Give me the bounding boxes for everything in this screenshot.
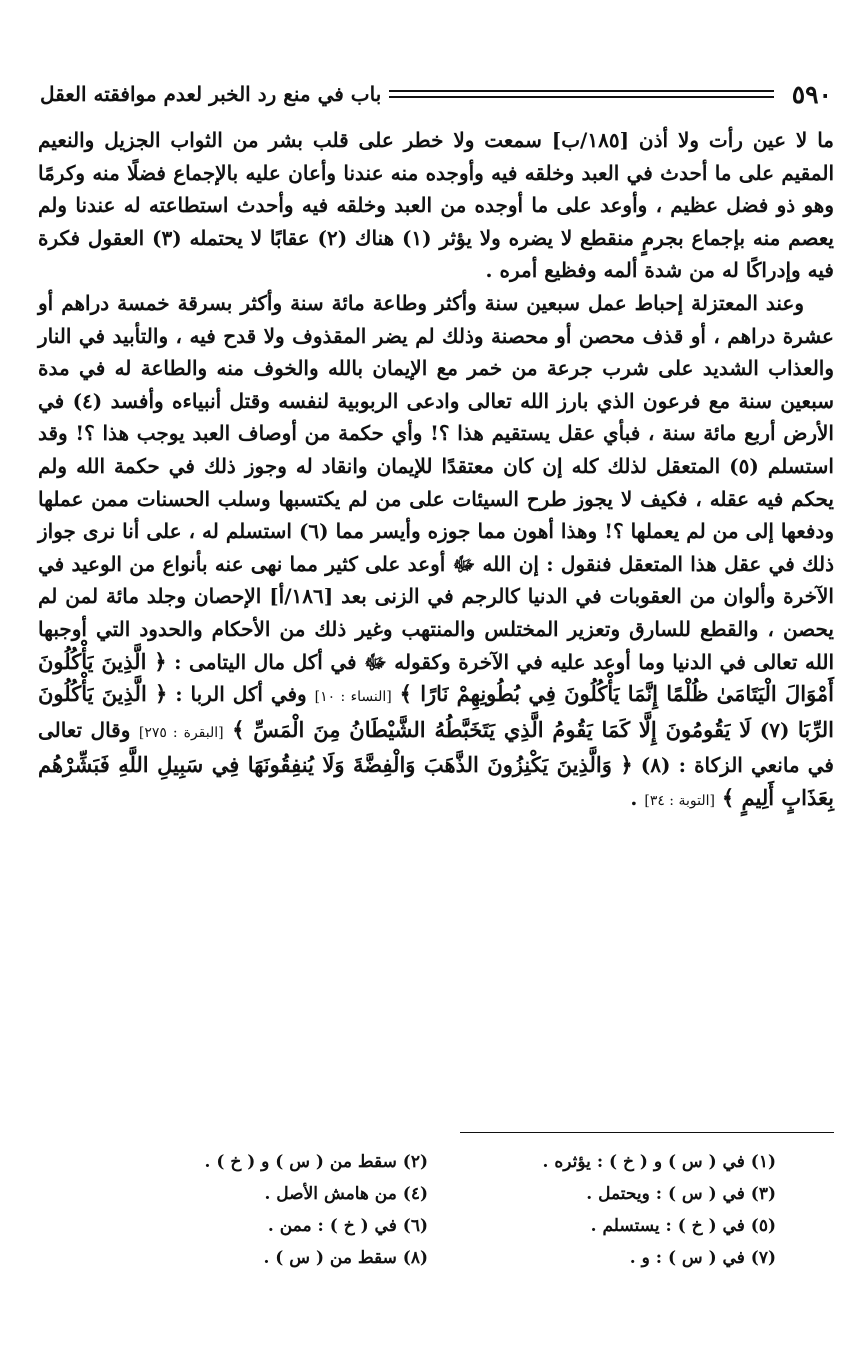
zakat-intro: وقال تعالى في مانعي الزكاة : <box>38 717 834 778</box>
footnote-4: (٤) من هامش الأصل . <box>264 1184 428 1204</box>
page-number: ٥٩٠ <box>791 79 832 109</box>
footnote-3: (٣) في ( س ) : ويحتمل . <box>586 1184 776 1204</box>
footnote-8: (٨) سقط من ( س ) . <box>263 1248 428 1268</box>
quran-verse-1: ﴿ الَّذِينَ يَأْكُلُونَ أَمْوَالَ الْيَتَامَىٰ ظُلْمًا إِنَّمَا يَأْكُلُونَ فِي بُطُونِهِمْ نَارًا ﴾ <box>38 648 834 707</box>
footnote-2: (٢) سقط من ( س ) و ( خ ) . <box>204 1152 428 1172</box>
main-text <box>38 124 834 817</box>
footnote-6: (٦) في ( خ ) : ممن . <box>267 1216 428 1236</box>
verse-reference-2: [البقرة : ٢٧٥] <box>138 724 224 741</box>
quran-verse-2a: ﴿ الَّذِينَ يَأْكُلُونَ الرِّبَا <box>38 681 834 742</box>
quran-verse-3: ﴿ وَالَّذِينَ يَكْنِزُونَ الذَّهَبَ وَالْفِضَّةَ وَلَا يُنفِقُونَهَا فِي سَبِيلِ اللَّهِ فَبَشِّرْهُم بِعَذَابٍ أَلِيمٍ ﴾ <box>38 752 834 810</box>
paragraph-1: ما لا عين رأت ولا أذن [١٨٥/ب] سمعت ولا خطر على قلب بشر من الثواب الجزيل والنعيم المقيم على ما أحدث في العبد وخلقه فيه وأوجده منه عندنا وأعان عليه بالإجماع فضلًا منه وكرمًا وهو ذو فضل عظيم ، وأوعد على ما أوجده من العبد وخلقه فيه وأحدث استطاعته له عندنا ولم يعصم منه بإجماع بجرمٍ منقطع لا يضره ولا يؤثر (١) هناك (٢) عقابًا لا يحتمله (٣) العقول فكرة فيه وإدراكًا له من شدة ألمه وفظيع أمره . <box>38 128 834 283</box>
header-rule <box>389 88 773 100</box>
footnote-7: (٧) في ( س ) : و . <box>629 1248 776 1268</box>
verse-reference-3: [التوبة : ٣٤] <box>644 792 715 809</box>
paragraph-end: . <box>630 785 638 810</box>
running-title: باب في منع رد الخبر لعدم موافقته العقل <box>40 82 382 106</box>
riba-intro: وفي أكل الربا : <box>175 682 307 707</box>
footnotes <box>100 1150 776 1270</box>
page-header <box>40 74 832 114</box>
quran-verse-2b: لَا يَقُومُونَ إِلَّا كَمَا يَقُومُ الَّذِي يَتَخَبَّطُهُ الشَّيْطَانُ مِنَ الْمَسِّ ﴾ <box>232 716 752 742</box>
footnote-marker-7: (٧) <box>759 717 790 742</box>
footnote-marker-8: (٨) <box>640 753 671 778</box>
footnote-1: (١) في ( س ) و ( خ ) : يؤثره . <box>542 1152 776 1172</box>
paragraph-2 <box>38 287 834 818</box>
footnote-5: (٥) في ( خ ) : يستسلم . <box>590 1216 776 1236</box>
verse-reference-1: [النساء : ١٠] <box>314 689 392 706</box>
footnote-separator <box>460 1132 834 1133</box>
paragraph-2-text: وعند المعتزلة إحباط عمل سبعين سنة وأكثر وطاعة مائة سنة وأكثر بسرقة خمسة دراهم أو عشرة دراهم ، أو قذف محصن أو محصنة وذلك لم يضر المقذوف ولا قدح فيه ، والتأبيد في النار والعذاب الشديد على شرب جرعة من خمر مع الإيمان بالله والخوف منه والطاعة له في مدة سبعين سنة مع فرعون الذي بارز الله تعالى وادعى الربوبية لنفسه وقتل أنبياءه وأفسد (٤) في الأرض أربع مائة سنة ، فبأي عقل يستقيم هذا ؟! وأي حكمة من أوصاف العبد يوجب هذا ؟! وقد استسلم (٥) المتعقل لذلك كله إن كان معتقدًا للإيمان وانقاد له وجوز ذلك في حكمة الله ولم يحكم فيه عقله ، فكيف لا يجوز طرح السيئات على من لم يكتسبها وسلب الحسنات ممن عملها ودفعها إلى من لم يعملها ؟! وهذا أهون مما جوزه وأيسر مما (٦) استسلم له ، على أنا نرى جواز ذلك في عقل هذا المتعقل فنقول : إن الله ﷻ أوعد على كثير مما نهى عنه بأنواع من الوعيد في الآخرة وألوان من العقوبات في الدنيا كالرجم في الزنى بعد [١٨٦/أ] الإحصان وجلد مائة لمن لم يحصن ، والقطع للسارق وتعزير المختلس والمنتهب وغير ذلك من الأحكام والحدود التي أوجبها الله تعالى في الدنيا وما أوعد عليه في الآخرة وكقوله ﷻ في أكل مال اليتامى : <box>38 290 835 674</box>
